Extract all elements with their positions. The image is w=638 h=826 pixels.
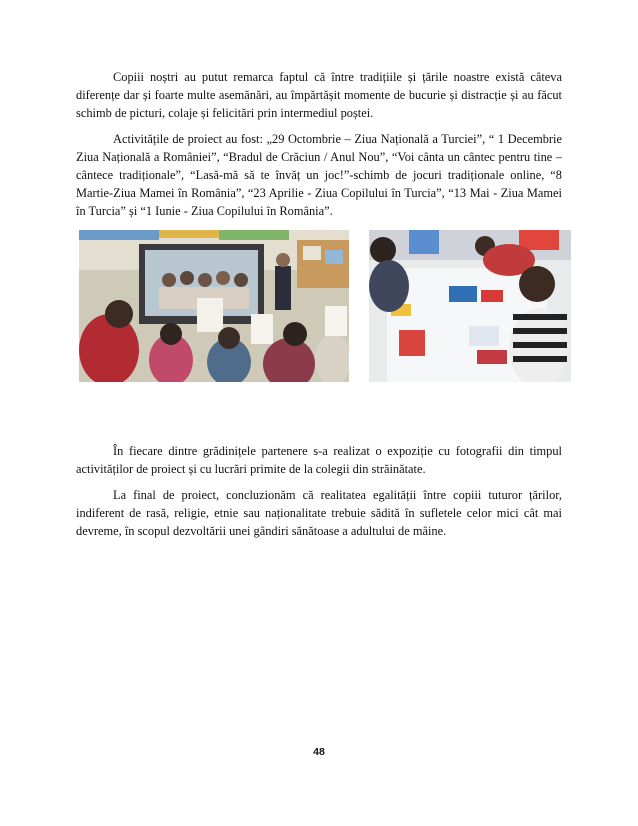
paragraph-exhibition: În fiecare dintre grădinițele partenere s-a realizat o expoziție cu fotografii din timpul activităților de proiect și cu lucrări primite de la colegii din străinătate. [76,444,562,476]
classroom-video-call-photo [79,230,349,382]
paragraph-activities: Activitățile de proiect au fost: „29 Octombrie – Ziua Națională a Turciei”, “ 1 Decembrie Ziua Națională a României”, “Bradul de Crăciun / Anul Nou”, “Voi cânta un cântec pentru tine – cântece tradiționale”, “Lasă-mă să te învăț un joc!”-schimb de jocuri tradiționale online, “8 Martie-Ziua Mamei în România”, “23 Aprilie - Ziua Copilului în Turcia”, “13 Mai - Ziua Mamei în Turcia” și “1 Iunie - Ziua Copilului în România”. [76,132,562,218]
page-number: 48 [313,746,325,758]
paragraph-intro: Copiii noștri au putut remarca faptul că între tradițiile și țările noastre există câteva diferențe dar și foarte multe asemănări, au împărtășit momente de bucurie și distracție și au făcut schimb de picturi, colaje și felicitări prin intermediul poștei. [76,70,562,120]
children-drawing-photo [369,230,571,382]
paragraph-conclusion: La final de proiect, concluzionăm că realitatea egalității între copiii tuturor țărilor, indiferent de rasă, religie, etnie sau naționalitate trebuie sădită în sufletele celor mici cât mai devreme, în scopul dezvoltării unei gândiri sănătoase a adultului de mâine. [76,488,562,538]
